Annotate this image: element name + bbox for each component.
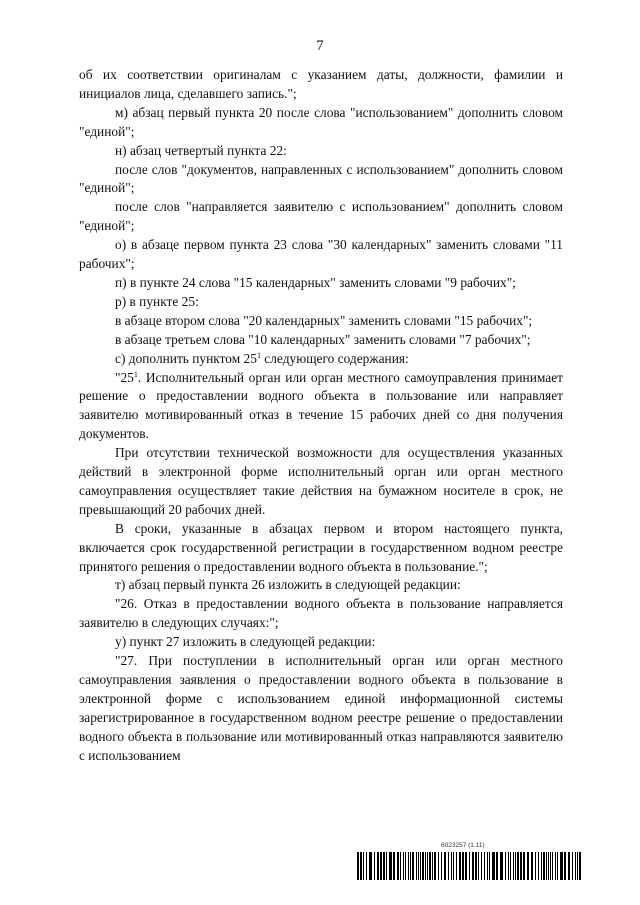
barcode-bar xyxy=(472,852,474,880)
barcode-bar xyxy=(441,852,442,880)
barcode-bar xyxy=(505,852,506,880)
document-body xyxy=(79,66,563,766)
barcode-bar xyxy=(386,852,387,880)
barcode-bar xyxy=(577,852,578,880)
barcode-bar xyxy=(535,852,536,880)
barcode-bar xyxy=(400,852,401,880)
barcode-bar xyxy=(500,852,503,880)
paragraph xyxy=(79,369,563,445)
barcode-bar xyxy=(453,852,454,880)
barcode-bar xyxy=(515,852,516,880)
paragraph xyxy=(79,576,563,595)
barcode-bar xyxy=(432,852,433,880)
barcode-bar xyxy=(469,852,470,880)
paragraph xyxy=(79,350,563,369)
superscript: 1 xyxy=(256,350,261,360)
paragraph xyxy=(79,444,563,520)
page-number: 7 xyxy=(316,38,324,54)
barcode-bar xyxy=(552,852,553,880)
barcode-bar xyxy=(555,852,556,880)
paragraph xyxy=(79,312,563,331)
document-code: 6023257 (1.11) xyxy=(441,842,485,849)
barcode-bar xyxy=(408,852,409,880)
paragraph-text-continued: следующего содержания: xyxy=(260,350,409,366)
barcode-bar xyxy=(459,852,461,880)
barcode-bar xyxy=(397,852,399,880)
barcode-bar xyxy=(416,852,417,880)
paragraph-text: При отсутствии технической возможности для осуществления указанных действий в электронной форме исполнительный орган или орган местного самоуправления осуществляет такие действия на бумажном носителе в срок, не превышающий 20 рабочих дней. xyxy=(79,445,563,517)
paragraph-text: с) дополнить пунктом 25 xyxy=(115,350,257,366)
barcode-bar xyxy=(389,852,392,880)
barcode-bar xyxy=(489,852,490,880)
barcode-bar xyxy=(363,852,364,880)
paragraph-text: "25 xyxy=(115,369,134,385)
paragraph xyxy=(79,142,563,161)
barcode-bar xyxy=(438,852,439,880)
barcode-bar xyxy=(531,852,533,880)
barcode-bar xyxy=(369,852,372,880)
barcode-bar xyxy=(543,852,545,880)
barcode-bar xyxy=(478,852,479,880)
barcode-bar xyxy=(492,852,495,880)
paragraph xyxy=(79,66,563,104)
barcode-bar xyxy=(527,852,529,880)
barcode-bar xyxy=(484,852,485,880)
paragraph xyxy=(79,104,563,142)
barcode-bar xyxy=(541,852,542,880)
barcode-bar xyxy=(564,852,566,880)
paragraph-text: "26. Отказ в предоставлении водного объекта в пользование направляется заявителю в следующих случаях:"; xyxy=(79,596,563,631)
paragraph-text: у) пункт 27 изложить в следующей редакции: xyxy=(115,634,376,650)
barcode-bar xyxy=(520,852,522,880)
barcode-bar xyxy=(425,852,426,880)
barcode-bar xyxy=(403,852,404,880)
barcode-bar xyxy=(434,852,436,880)
paragraph xyxy=(79,652,563,765)
barcode-bar xyxy=(550,852,551,880)
paragraph-text: п) в пункте 24 слова "15 календарных" заменить словами "9 рабочих"; xyxy=(115,274,516,290)
barcode-bar xyxy=(418,852,419,880)
barcode-bar xyxy=(451,852,452,880)
document-footer xyxy=(357,842,581,882)
paragraph xyxy=(79,236,563,274)
barcode-bar xyxy=(508,852,509,880)
barcode-bar xyxy=(517,852,519,880)
barcode-bar xyxy=(510,852,511,880)
paragraph xyxy=(79,161,563,199)
barcode-bar xyxy=(374,852,375,880)
paragraph-text: н) абзац четвертый пункта 22: xyxy=(115,142,287,158)
paragraph-text: о) в абзаце первом пункта 23 слова "30 календарных" заменить словами "11 рабочих"; xyxy=(79,237,563,272)
paragraph-text-continued: . Исполнительный орган или орган местного самоуправления принимает решение о предоставлении водного объекта в пользование или направляет заявителю мотивированный отказ в течение 15 рабочих дней со дня получения документов. xyxy=(79,369,563,442)
paragraph-text: после слов "направляется заявителю с использованием" дополнить словом "единой"; xyxy=(79,199,563,234)
barcode-bar xyxy=(513,852,514,880)
barcode-bar xyxy=(560,852,563,880)
paragraph xyxy=(79,274,563,293)
barcode-bar xyxy=(579,852,581,880)
paragraph-text: об их соответствии оригиналам с указанием даты, должности, фамилии и инициалов лица, сделавшего запись."; xyxy=(79,67,563,101)
barcode-bar xyxy=(475,852,477,880)
barcode-bar xyxy=(568,852,570,880)
paragraph-text: "27. При поступлении в исполнительный орган или орган местного самоуправления заявления о предоставлении водного объекта в пользование в электронной форме с использованием единой информационной системы зарегистрированное в государственном водном реестре решение о предоставлении водного объекта в пользование или мотивированный отказ направляются заявителю с использованием xyxy=(79,653,563,763)
barcode-bar xyxy=(429,852,431,880)
barcode-bar xyxy=(380,852,382,880)
barcode-bar xyxy=(487,852,488,880)
barcode-bar xyxy=(410,852,411,880)
barcode-bar xyxy=(557,852,558,880)
paragraph-text: р) в пункте 25: xyxy=(115,293,199,309)
paragraph xyxy=(79,520,563,577)
paragraph xyxy=(79,331,563,350)
barcode xyxy=(357,852,581,880)
paragraph xyxy=(79,293,563,312)
paragraph-text: в абзаце втором слова "20 календарных" заменить словами "15 рабочих"; xyxy=(115,312,533,328)
barcode-bar xyxy=(444,852,446,880)
barcode-bar xyxy=(575,852,576,880)
barcode-bar xyxy=(420,852,421,880)
barcode-bar xyxy=(383,852,385,880)
paragraph-text: в абзаце третьем слова "10 календарных" заменить словами "7 рабочих"; xyxy=(115,331,531,347)
barcode-bar xyxy=(456,852,457,880)
superscript: 1 xyxy=(133,369,138,379)
paragraph-text: м) абзац первый пункта 20 после слова "использованием" дополнить словом "единой"; xyxy=(79,104,563,139)
barcode-bar xyxy=(405,852,406,880)
barcode-bar xyxy=(357,852,359,880)
barcode-bar xyxy=(523,852,525,880)
barcode-bar xyxy=(496,852,498,880)
barcode-bar xyxy=(427,852,428,880)
barcode-bar xyxy=(393,852,395,880)
barcode-bar xyxy=(366,852,367,880)
paragraph xyxy=(79,595,563,633)
barcode-bar xyxy=(465,852,467,880)
barcode-bar xyxy=(448,852,449,880)
paragraph-text: после слов "документов, направленных с использованием" дополнить словом "единой"; xyxy=(79,161,563,196)
barcode-bar xyxy=(360,852,362,880)
barcode-bar xyxy=(412,852,414,880)
barcode-bar xyxy=(377,852,379,880)
barcode-bar xyxy=(462,852,464,880)
barcode-bar xyxy=(572,852,573,880)
barcode-bar xyxy=(422,852,424,880)
paragraph xyxy=(79,198,563,236)
barcode-bar xyxy=(546,852,547,880)
barcode-bar xyxy=(538,852,539,880)
barcode-bar xyxy=(481,852,482,880)
paragraph-text: т) абзац первый пункта 26 изложить в следующей редакции: xyxy=(115,577,461,593)
paragraph xyxy=(79,633,563,652)
barcode-bar xyxy=(548,852,549,880)
paragraph-text: В сроки, указанные в абзацах первом и втором настоящего пункта, включается срок государственной регистрации в государственном водном реестре принятого решения о предоставлении водного объекта в пользование."; xyxy=(79,520,563,574)
